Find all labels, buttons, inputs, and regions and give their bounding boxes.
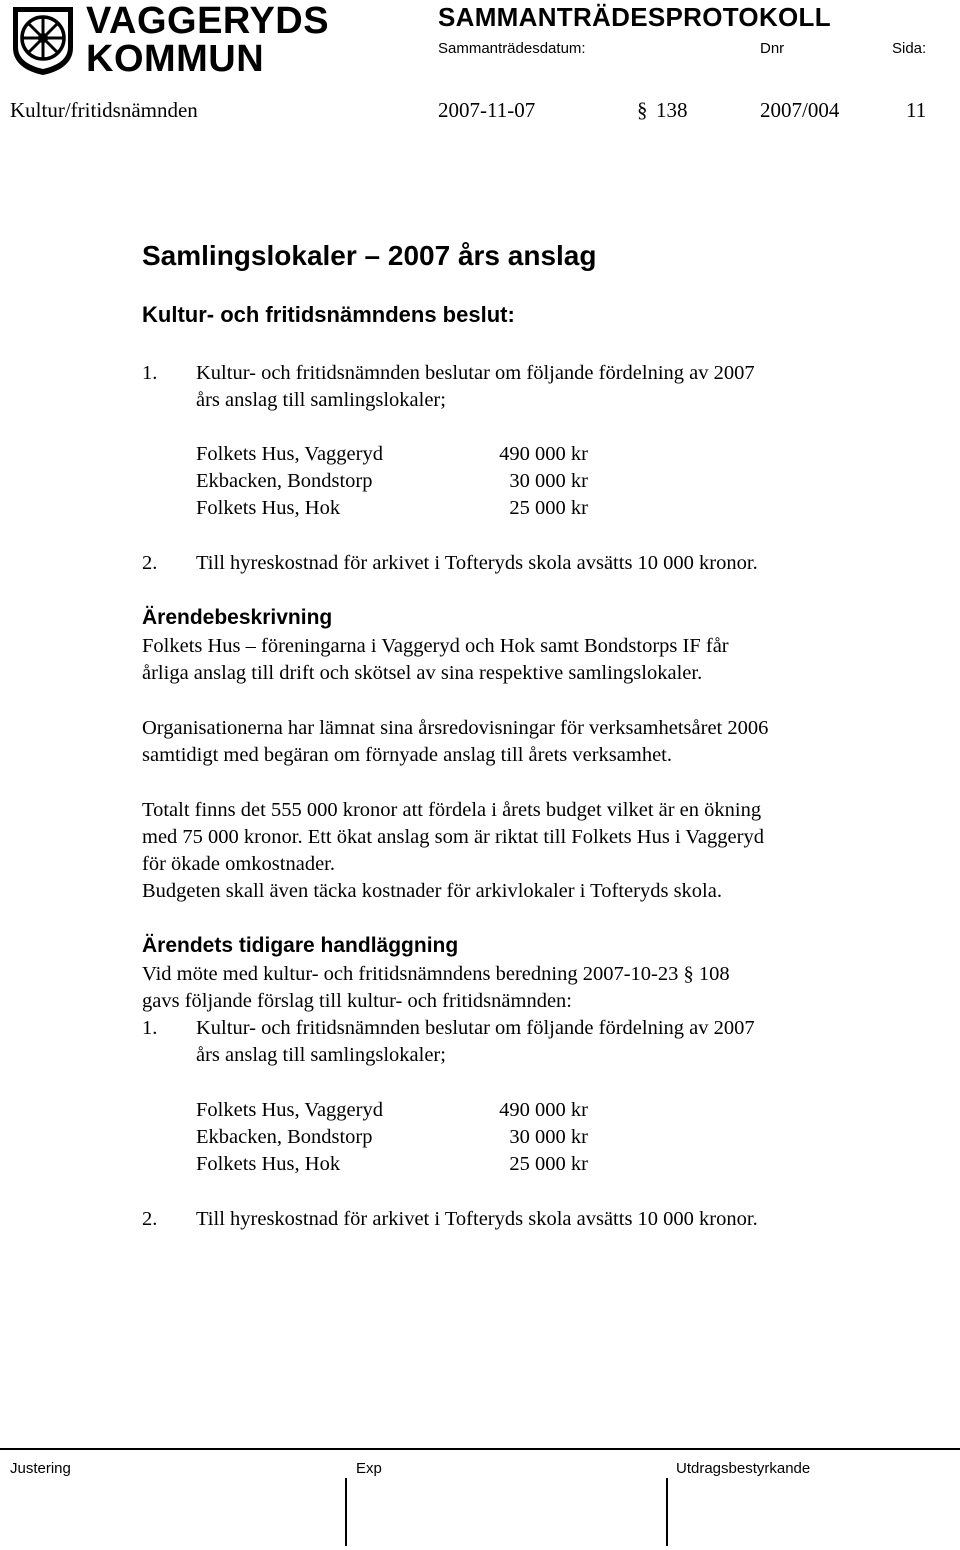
description-text: för ökade omkostnader. — [142, 853, 335, 875]
allocation-name: Folkets Hus, Vaggeryd — [196, 443, 383, 465]
meeting-date: 2007-11-07 — [438, 98, 536, 122]
page-label: Sida: — [892, 40, 927, 57]
meeting-date-label: Sammanträdesdatum: — [438, 40, 586, 57]
decision-item1-number: 1. — [142, 362, 158, 384]
justering-label: Justering — [10, 1460, 71, 1477]
exp-label: Exp — [356, 1460, 382, 1477]
section-symbol: § — [637, 98, 648, 122]
allocation-name: Folkets Hus, Vaggeryd — [196, 1099, 383, 1121]
history-text: Vid möte med kultur- och fritidsnämndens beredning 2007-10-23 § 108 — [142, 963, 730, 985]
history-item1-line2: års anslag till samlingslokaler; — [196, 1044, 446, 1066]
history-item1-number: 1. — [142, 1017, 158, 1039]
wheel-crest-icon — [10, 4, 76, 76]
history-item2-text: Till hyreskostnad för arkivet i Tofteryds skola avsätts 10 000 kronor. — [196, 1208, 758, 1230]
allocation-name: Ekbacken, Bondstorp — [196, 1126, 373, 1148]
description-text: Totalt finns det 555 000 kronor att fördela i årets budget vilket är en ökning — [142, 799, 762, 821]
allocation-amount: 25 000 kr — [509, 1153, 588, 1175]
decision-item1-line1: Kultur- och fritidsnämnden beslutar om följande fördelning av 2007 — [196, 362, 755, 384]
description-heading: Ärendebeskrivning — [142, 606, 333, 629]
dnr-value: 2007/004 — [760, 98, 840, 122]
allocation-amount: 490 000 kr — [499, 1099, 588, 1121]
logo-line1: VAGGERYDS — [86, 0, 330, 42]
footer-divider — [0, 1448, 960, 1450]
utdragsbestyrkande-label: Utdragsbestyrkande — [676, 1460, 811, 1477]
history-item1-line1: Kultur- och fritidsnämnden beslutar om följande fördelning av 2007 — [196, 1017, 755, 1039]
allocation-name: Folkets Hus, Hok — [196, 1153, 341, 1175]
page-number: 11 — [906, 98, 927, 122]
allocation-amount: 30 000 kr — [509, 470, 588, 492]
footer-separator — [666, 1478, 668, 1546]
history-heading: Ärendets tidigare handläggning — [142, 934, 459, 957]
allocation-amount: 30 000 kr — [509, 1126, 588, 1148]
history-text: gavs följande förslag till kultur- och fritidsnämnden: — [142, 990, 572, 1012]
page-title: Samlingslokaler – 2007 års anslag — [142, 240, 597, 271]
decision-item2-number: 2. — [142, 552, 158, 574]
decision-item1-line2: års anslag till samlingslokaler; — [196, 389, 446, 411]
description-text: Budgeten skall även täcka kostnader för arkivlokaler i Tofteryds skola. — [142, 880, 722, 902]
description-text: med 75 000 kronor. Ett ökat anslag som är riktat till Folkets Hus i Vaggeryd — [142, 826, 764, 848]
description-text: Organisationerna har lämnat sina årsredovisningar för verksamhetsåret 2006 — [142, 717, 769, 739]
document-type: SAMMANTRÄDESPROTOKOLL — [438, 2, 831, 32]
section-number: 138 — [656, 98, 688, 122]
allocation-amount: 25 000 kr — [509, 497, 588, 519]
allocation-name: Ekbacken, Bondstorp — [196, 470, 373, 492]
history-item2-number: 2. — [142, 1208, 158, 1230]
dnr-label: Dnr — [760, 40, 785, 57]
allocation-amount: 490 000 kr — [499, 443, 588, 465]
footer-separator — [345, 1478, 347, 1546]
description-text: Folkets Hus – föreningarna i Vaggeryd och Hok samt Bondstorps IF får — [142, 635, 729, 657]
decision-heading: Kultur- och fritidsnämndens beslut: — [142, 302, 515, 327]
description-text: samtidigt med begäran om förnyade anslag till årets verksamhet. — [142, 744, 672, 766]
allocation-name: Folkets Hus, Hok — [196, 497, 341, 519]
logo-line2: KOMMUN — [86, 38, 265, 80]
description-text: årliga anslag till drift och skötsel av sina respektive samlingslokaler. — [142, 662, 703, 684]
decision-item2-text: Till hyreskostnad för arkivet i Tofteryds skola avsätts 10 000 kronor. — [196, 552, 758, 574]
committee-name: Kultur/fritidsnämnden — [10, 98, 198, 122]
